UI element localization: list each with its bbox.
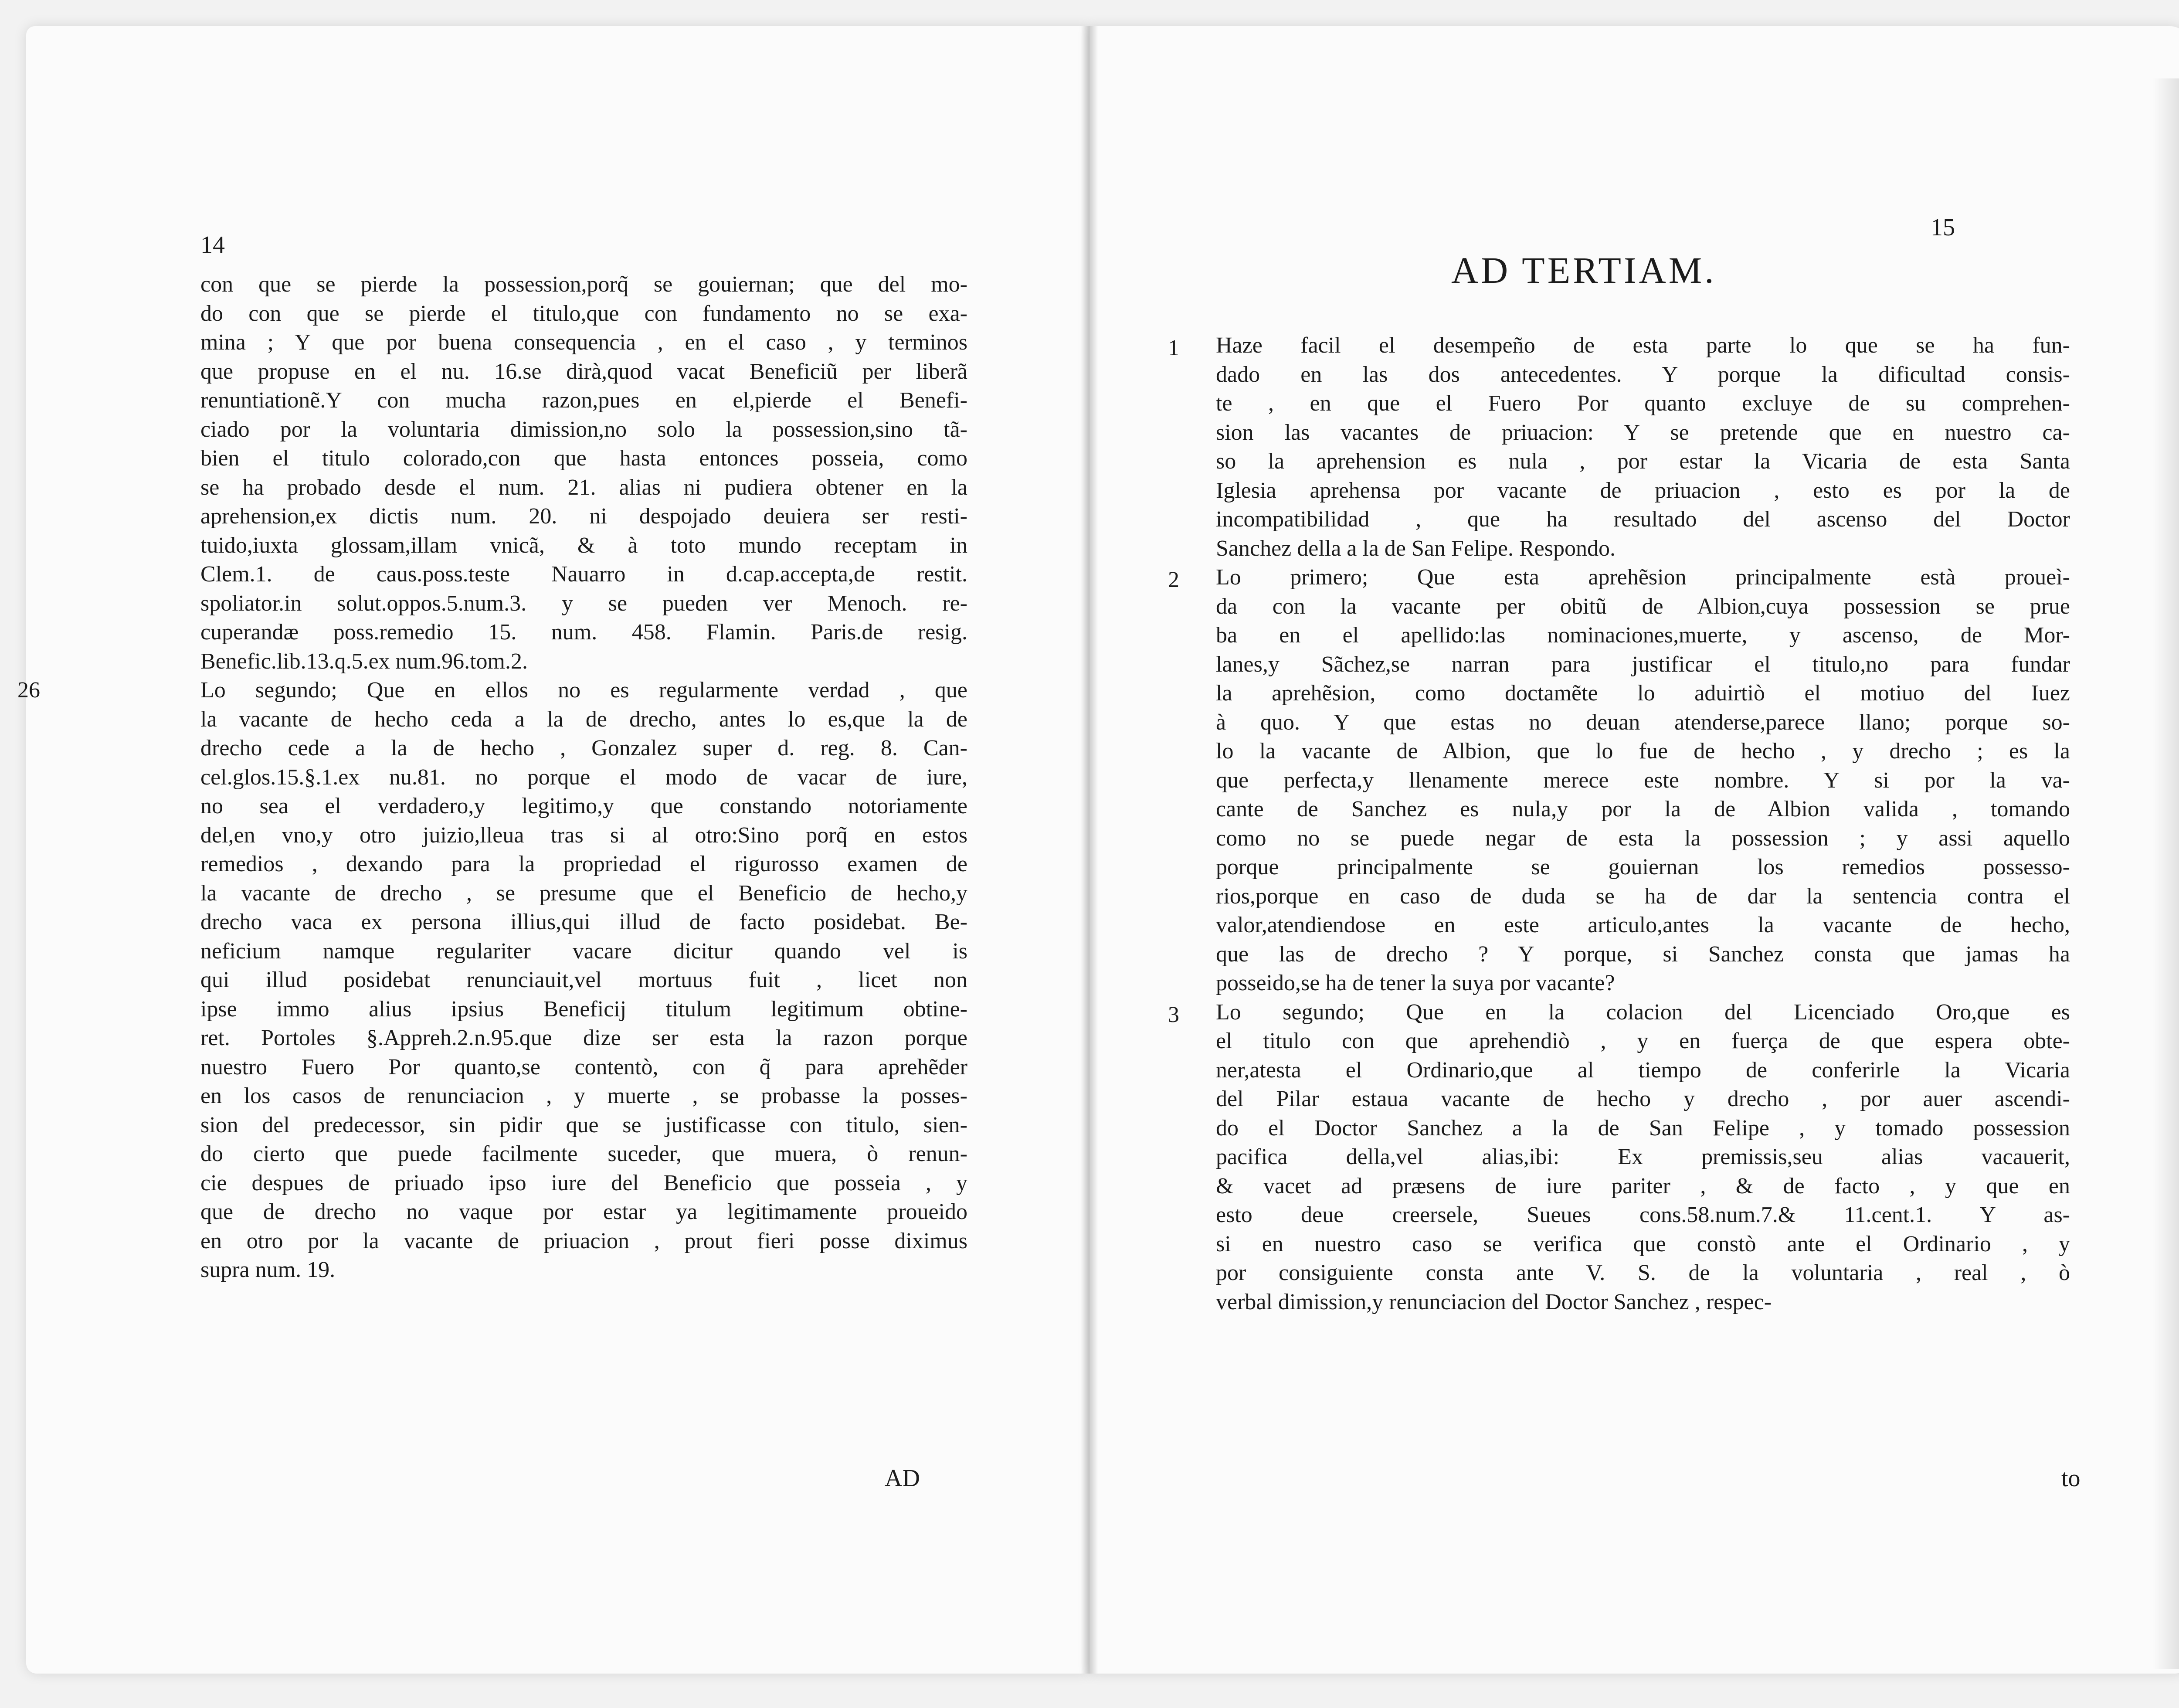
text-line: do cierto que puede facilmente suceder, que muera, ò renun- [200, 1141, 967, 1166]
catchword: to [2061, 1465, 2081, 1492]
text-line: Lo segundo; Que en ellos no es regularmente verdad , que 26 [200, 676, 967, 705]
text-line: en los casos de renunciacion , y muerte , se probasse la posses- [200, 1083, 967, 1108]
text-line: da con la vacante per obitũ de Albion,cuya possession se prue [1216, 594, 2070, 619]
text-line: Iglesia aprehensa por vacante de priuacion , esto es por la de [1216, 478, 2070, 503]
page-number: 14 [200, 231, 225, 258]
text-line: mina ; Y que por buena consequencia , en el caso , y terminos [200, 330, 967, 355]
margin-number: 26 [17, 678, 40, 703]
text-line: Lo primero; Que esta aprehẽsion principalmente està proueì- 2 [1216, 563, 2070, 592]
page-edge-shadow [2153, 78, 2179, 1669]
text-line: tuido,iuxta glossam,illam vnicã, & à toto mundo receptam in [200, 533, 967, 558]
margin-number: 2 [1168, 567, 1179, 592]
left-page [17, 26, 1090, 1674]
text-line: con que se pierde la possession,porq̃ se gouiernan; que del mo- [200, 272, 967, 297]
text-line: del,en vno,y otro juizio,lleua tras si al otro:Sino porq̃ en estos [200, 822, 967, 848]
text-line: que propuse en el nu. 16.se dirà,quod vacat Beneficiũ per liberã [200, 359, 967, 384]
text-line: remedios , dexando para la propriedad el rigurosso examen de [200, 852, 967, 876]
text-line: posseido,se ha de tener la suya por vacante? [1216, 971, 1615, 995]
text-line: nuestro Fuero Por quanto,se contentò, con q̃ para aprehẽder [200, 1054, 967, 1080]
text-line: rios,porque en caso de duda se ha de dar la sentencia contra el [1216, 883, 2070, 909]
text-line: ret. Portoles §.Appreh.2.n.95.que dize ser esta la razon porque [200, 1025, 967, 1050]
book-gutter [1081, 26, 1098, 1674]
page-number: 15 [1931, 214, 1955, 241]
text-line: que de drecho no vaque por estar ya legitimamente proueido [200, 1199, 967, 1224]
text-line: drecho cede a la de hecho , Gonzalez super d. reg. 8. Can- [200, 736, 967, 761]
text-line: Lo segundo; Que en la colacion del Licenciado Oro,que es 3 [1216, 998, 2070, 1027]
text-line: la aprehẽsion, como doctamẽte lo aduirtiò el motiuo del Iuez [1216, 681, 2070, 706]
text-line: que las de drecho ? Y porque, si Sanchez consta que jamas ha [1216, 941, 2070, 967]
text-line: ner,atesta el Ordinario,que al tiempo de conferirle la Vicaria [1216, 1057, 2070, 1083]
text-line: en otro por la vacante de priuacion , prout fieri posse diximus [200, 1228, 967, 1253]
text-line: Benefic.lib.13.q.5.ex num.96.tom.2. [200, 649, 528, 674]
text-line: Clem.1. de caus.poss.teste Nauarro in d.cap.accepta,de restit. [200, 562, 967, 587]
text-line: dado en las dos antecedentes. Y porque la dificultad consis- [1216, 362, 2070, 387]
margin-number: 3 [1168, 1002, 1179, 1027]
text-line: drecho vaca ex persona illius,qui illud de facto posidebat. Be- [200, 910, 967, 934]
text-line: valor,atendiendose en este articulo,antes la vacante de hecho, [1216, 913, 2070, 937]
text-line: no sea el verdadero,y legitimo,y que constando notoriamente [200, 794, 967, 818]
text-line: supra num. 19. [200, 1257, 336, 1282]
text-line: como no se puede negar de esta la possession ; y assi aquello [1216, 825, 2070, 851]
text-line: qui illud posidebat renunciauit,vel mortuus fuit , licet non [200, 968, 967, 992]
text-line: do con que se pierde el titulo,que con fundamento no se exa- [200, 301, 967, 326]
text-line: se ha probado desde el num. 21. alias ni pudiera obtener en la [200, 475, 967, 500]
text-line: te , en que el Fuero Por quanto excluye de su comprehen- [1216, 391, 2070, 416]
text-line: cel.glos.15.§.1.ex nu.81. no porque el modo de vacar de iure, [200, 764, 967, 790]
right-text-block [1168, 331, 2070, 1317]
text-line: so la aprehension es nula , por estar la Vicaria de esta Santa [1216, 449, 2070, 474]
text-line: ciado por la voluntaria dimission,no solo la possession,sino tã- [200, 417, 967, 442]
catchword: AD [885, 1465, 920, 1492]
text-line: del Pilar estaua vacante de hecho y drecho , por auer ascendi- [1216, 1087, 2070, 1111]
left-text-block [17, 270, 967, 1285]
text-line: esto deue creersele, Sueues cons.58.num.7.& 11.cent.1. Y as- [1216, 1202, 2070, 1227]
text-line: spoliator.in solut.oppos.5.num.3. y se pueden ver Menoch. re- [200, 591, 967, 616]
text-line: ba en el apellido:las nominaciones,muerte, y ascenso, de Mor- [1216, 623, 2070, 648]
section-heading: AD TERTIAM. [1451, 249, 1717, 291]
text-line: sion del predecessor, sin pidir que se justificasse con titulo, sien- [200, 1112, 967, 1138]
right-page [1090, 26, 2179, 1674]
text-line: bien el titulo colorado,con que hasta entonces posseia, como [200, 446, 967, 471]
text-line: si en nuestro caso se verifica que constò ante el Ordinario , y [1216, 1231, 2070, 1256]
text-line: Sanchez della a la de San Felipe. Respondo. [1216, 536, 1616, 561]
text-line: renuntiationẽ.Y con mucha razon,pues en el,pierde el Benefi- [200, 388, 967, 413]
text-line: ipse immo alius ipsius Beneficij titulum legitimum obtine- [200, 996, 967, 1022]
text-line: sion las vacantes de priuacion: Y se pretende que en nuestro ca- [1216, 420, 2070, 445]
text-line: lo la vacante de Albion, que lo fue de hecho , y drecho ; es la [1216, 739, 2070, 764]
text-line: cante de Sanchez es nula,y por la de Albion valida , tomando [1216, 797, 2070, 822]
text-line: la vacante de hecho ceda a la de drecho, antes lo es,que la de [200, 706, 967, 732]
text-line: porque principalmente se gouiernan los remedios possesso- [1216, 855, 2070, 879]
text-line: aprehension,ex dictis num. 20. ni despojado deuiera ser resti- [200, 504, 967, 529]
text-line: que perfecta,y llenamente merece este nombre. Y si por la va- [1216, 767, 2070, 793]
text-line: à quo. Y que estas no deuan atenderse,parece llano; porque so- [1216, 710, 2070, 735]
text-line: por consiguiente consta ante V. S. de la voluntaria , real , ò [1216, 1260, 2070, 1285]
text-line: Haze facil el desempeño de esta parte lo que se ha fun- 1 [1216, 331, 2070, 360]
text-line: verbal dimission,y renunciacion del Doctor Sanchez , respec- [1216, 1289, 1772, 1314]
margin-number: 1 [1168, 336, 1179, 360]
text-line: & vacet ad præsens de iure pariter , & de facto , y que en [1216, 1173, 2070, 1199]
text-line: incompatibilidad , que ha resultado del ascenso del Doctor [1216, 507, 2070, 532]
text-line: cie despues de priuado ipso iure del Beneficio que posseia , y [200, 1170, 967, 1195]
text-line: lanes,y Sãchez,se narran para justificar el titulo,no para fundar [1216, 652, 2070, 677]
text-line: el titulo con que aprehendiò , y en fuerça de que espera obte- [1216, 1029, 2070, 1053]
text-line: pacifica della,vel alias,ibi: Ex premissis,seu alias vacauerit, [1216, 1144, 2070, 1169]
text-line: neficium namque regulariter vacare dicitur quando vel is [200, 938, 967, 964]
text-line: cuperandæ poss.remedio 15. num. 458. Flamin. Paris.de resig. [200, 620, 967, 645]
text-line: do el Doctor Sanchez a la de San Felipe , y tomado possession [1216, 1115, 2070, 1141]
text-line: la vacante de drecho , se presume que el Beneficio de hecho,y [200, 880, 967, 906]
